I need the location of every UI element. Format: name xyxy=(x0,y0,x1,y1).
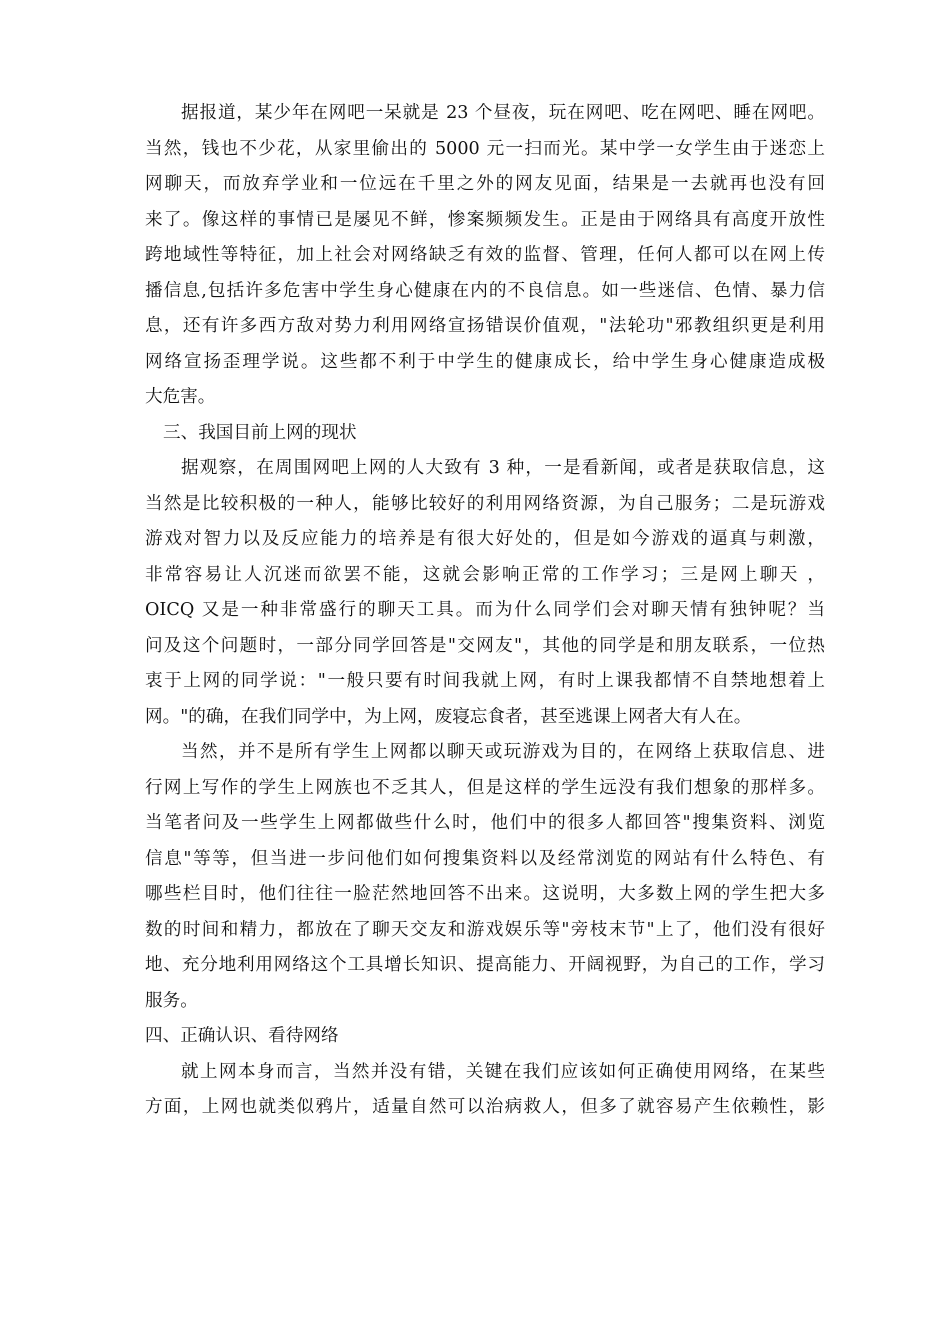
text-line: 方面，上网也就类似鸦片，适量自然可以治病救人，但多了就容易产生依赖性，影 xyxy=(145,1097,825,1117)
text-line: 当笔者问及一些学生上网都做些什么时，他们中的很多人都回答"搜集资料、浏览 xyxy=(145,813,825,833)
text-line: 哪些栏目时，他们往往一脸茫然地回答不出来。这说明，大多数上网的学生把大多 xyxy=(145,884,825,904)
text-line: 当然是比较积极的一种人，能够比较好的利用网络资源，为自己服务；二是玩游戏 xyxy=(145,493,825,514)
body-text xyxy=(145,96,825,1126)
text-line: 当然，并不是所有学生上网都以聊天或玩游戏为目的，在网络上获取信息、进 xyxy=(181,742,825,762)
text-line: 行网上写作的学生上网族也不乏其人，但是这样的学生远没有我们想象的那样多。 xyxy=(145,777,825,798)
text-line: OICQ 又是一种非常盛行的聊天工具。而为什么同学们会对聊天情有独钟呢？当 xyxy=(145,600,825,620)
text-line: 网络宣扬歪理学说。这些都不利于中学生的健康成长，给中学生身心健康造成极 xyxy=(145,351,825,372)
text-line: 据观察，在周围网吧上网的人大致有 3 种，一是看新闻，或者是获取信息，这 xyxy=(181,458,825,478)
text-line: 就上网本身而言，当然并没有错，关键在我们应该如何正确使用网络，在某些 xyxy=(181,1061,825,1082)
text-line: 游戏对智力以及反应能力的培养是有很大好处的，但是如今游戏的逼真与刺激， xyxy=(145,529,825,549)
text-line: 问及这个问题时，一部分同学回答是"交网友"，其他的同学是和朋友联系，一位热 xyxy=(145,635,825,656)
text-line: 当然，钱也不少花，从家里偷出的 5000 元一扫而光。某中学一女学生由于迷恋上 xyxy=(145,138,825,159)
section-heading: 四、正确认识、看待网络 xyxy=(145,1026,339,1046)
text-line: 衷于上网的同学说："一般只要有时间我就上网，有时上课我都情不自禁地想着上 xyxy=(145,671,825,691)
text-line: 息，还有许多西方敌对势力利用网络宣扬错误价值观，"法轮功"邪教组织更是利用 xyxy=(145,316,825,336)
text-line: 大危害。 xyxy=(145,387,216,407)
text-line: 播信息,包括许多危害中学生身心健康在内的不良信息。如一些迷信、色情、暴力信 xyxy=(145,280,825,301)
text-line: 跨地域性等特征，加上社会对网络缺乏有效的监督、管理，任何人都可以在网上传 xyxy=(145,245,825,265)
text-line: 服务。 xyxy=(145,990,198,1011)
text-line: 地、充分地利用网络这个工具增长知识、提高能力、开阔视野，为自己的工作，学习 xyxy=(145,955,825,975)
text-line: 信息"等等，但当进一步问他们如何搜集资料以及经常浏览的网站有什么特色、有 xyxy=(145,848,825,869)
text-line: 据报道，某少年在网吧一呆就是 23 个昼夜，玩在网吧、吃在网吧、睡在网吧。 xyxy=(181,103,825,123)
section-heading: 三、我国目前上网的现状 xyxy=(163,422,357,443)
text-line: 数的时间和精力，都放在了聊天交友和游戏娱乐等"旁枝末节"上了，他们没有很好 xyxy=(145,919,825,940)
text-line: 来了。像这样的事情已是屡见不鲜，惨案频频发生。正是由于网络具有高度开放性 xyxy=(145,209,825,230)
text-line: 非常容易让人沉迷而欲罢不能，这就会影响正常的工作学习；三是网上聊天 ， xyxy=(145,564,825,585)
text-line: 网。"的确，在我们同学中，为上网，废寝忘食者，甚至逃课上网者大有人在。 xyxy=(145,706,752,727)
text-line: 网聊天，而放弃学业和一位远在千里之外的网友见面，结果是一去就再也没有回 xyxy=(145,174,825,194)
